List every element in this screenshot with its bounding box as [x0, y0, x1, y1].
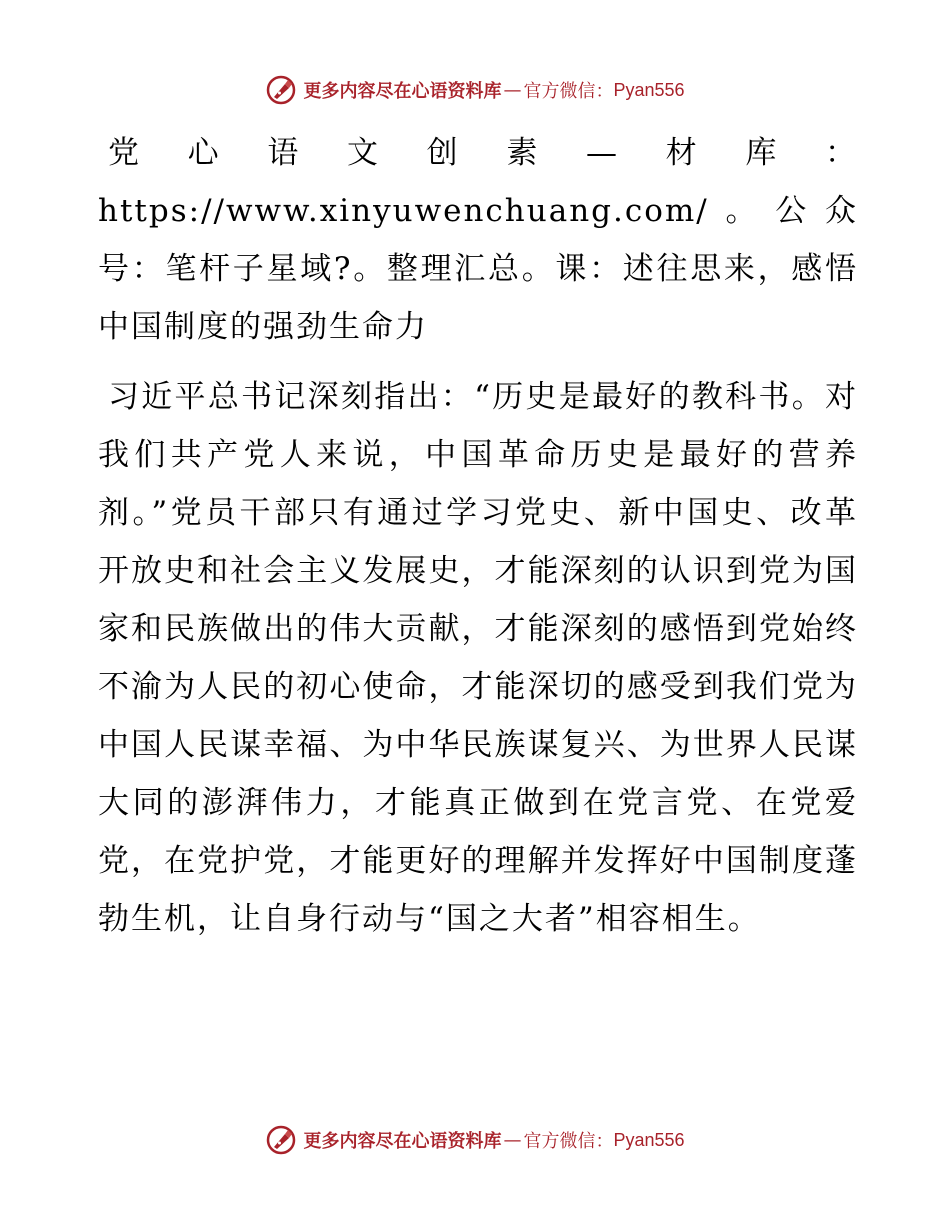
pen-nib-logo-icon — [265, 74, 297, 106]
wechat-label: 官方微信： — [523, 1131, 614, 1152]
promo-text: 更多内容尽在心语资料库 — [303, 81, 502, 102]
wechat-label: 官方微信： — [523, 81, 614, 102]
pen-nib-logo-icon — [265, 1124, 297, 1156]
promo-text: 更多内容尽在心语资料库 — [303, 1131, 502, 1152]
separator-dash: — — [503, 1129, 522, 1151]
wechat-id: Pyan556 — [613, 1129, 685, 1150]
header-banner — [0, 70, 950, 110]
separator-dash: — — [503, 79, 522, 101]
paragraph-main: 习近平总书记深刻指出：“历史是最好的教科书。对我们共产党人来说，中国革命历史是最好的营养剂。”党员干部只有通过学习党史、新中国史、改革开放史和社会主义发展史，才能深刻的认识到党为国家和民族做出的伟大贡献，才能深刻的感悟到党始终不渝为人民的初心使命，才能深切的感受到我们党为中国人民谋幸福、为中华民族谋复兴、为世界人民谋大同的澎湃伟力，才能真正做到在党言党、在党爱党，在党护党，才能更好的理解并发挥好中国制度蓬勃生机，让自身行动与“国之大者”相容相生。 — [98, 379, 858, 937]
footer-banner — [0, 1120, 950, 1160]
paragraph-intro: 党心语文创素—材库：https://www.xinyuwenchuang.com/。公众号：笔杆子星域?。整理汇总。课：述往思来，感悟中国制度的强劲生命力 — [98, 135, 858, 345]
wechat-id: Pyan556 — [613, 79, 685, 100]
document-body — [98, 124, 858, 948]
